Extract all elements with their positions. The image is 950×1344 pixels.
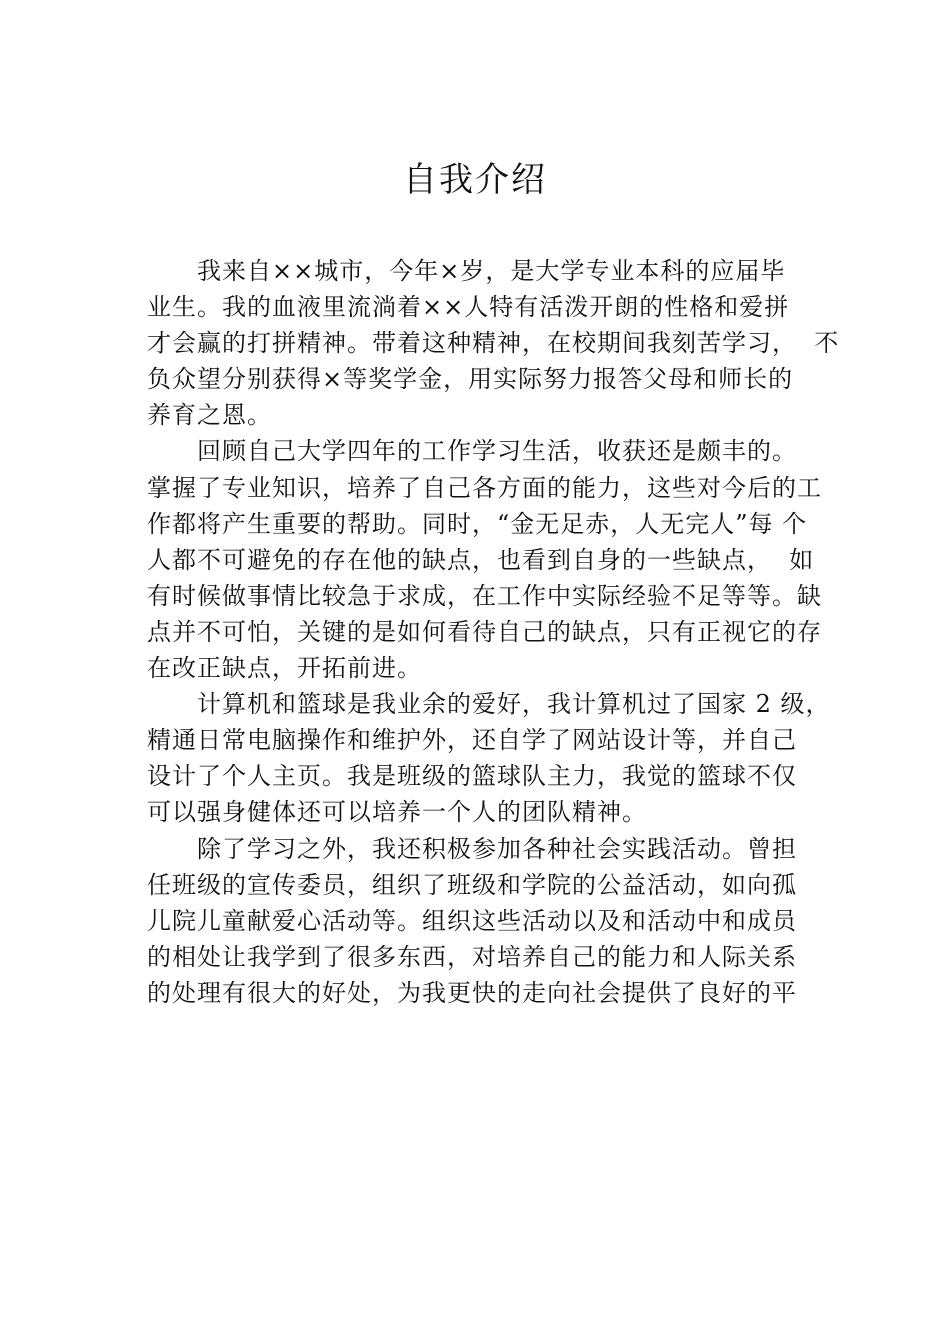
text-line: 设计了个人主页。我是班级的篮球队主力，我觉的篮球不仅 xyxy=(147,762,797,791)
text-line: 负众望分别获得×等奖学金，用实际努力报答父母和师长的 xyxy=(147,365,794,394)
text-line: 的处理有很大的好处，为我更快的走向社会提供了良好的平 xyxy=(147,978,797,1007)
text-line: 在改正缺点，开拓前进。 xyxy=(147,654,422,683)
text-line: 任班级的宣传委员，组织了班级和学院的公益活动，如向孤 xyxy=(147,870,797,899)
text-line: 可以强身健体还可以培养一个人的团队精神。 xyxy=(147,798,647,827)
text-line: 我来自××城市，今年×岁，是大学专业本科的应届毕 xyxy=(197,257,786,285)
document-body xyxy=(147,253,840,1011)
text-line: 业生。我的血液里流淌着××人特有活泼开朗的性格和爱拼 xyxy=(147,293,790,322)
paragraph-3 xyxy=(147,686,837,830)
text-line: 有时候做事情比较急于求成，在工作中实际经验不足等等。缺 xyxy=(147,581,822,610)
text-line: 点并不可怕，关键的是如何看待自己的缺点，只有正视它的存 xyxy=(147,617,822,646)
text-line: 才会赢的打拼精神。带着这种精神，在校期间我刻苦学习， 不 xyxy=(147,329,840,358)
text-line: 作都将产生重要的帮助。同时，“金无足赤，人无完人”每 个 xyxy=(147,509,808,538)
text-line: 养育之恩。 xyxy=(147,401,272,430)
text-line: 掌握了专业知识，培养了自己各方面的能力，这些对今后的工 xyxy=(147,473,822,502)
paragraph-4 xyxy=(147,831,837,1011)
text-line: 的相处让我学到了很多东西，对培养自己的能力和人际关系 xyxy=(147,942,797,971)
text-line: 回顾自己大学四年的工作学习生活，收获还是颇丰的。 xyxy=(197,437,797,466)
text-line: 除了学习之外，我还积极参加各种社会实践活动。曾担 xyxy=(197,834,797,863)
page-title: 自我介绍 xyxy=(403,160,547,200)
paragraph-2 xyxy=(147,433,837,686)
text-line: 精通日常电脑操作和维护外，还自学了网站设计等，并自己 xyxy=(147,726,797,755)
text-line: 儿院儿童献爱心活动等。组织这些活动以及和活动中和成员 xyxy=(147,906,797,935)
text-line: 计算机和篮球是我业余的爱好，我计算机过了国家 2 级， xyxy=(197,690,831,719)
text-line: 人都不可避免的存在他的缺点，也看到自身的一些缺点， 如 xyxy=(147,545,815,574)
paragraph-1 xyxy=(147,253,840,433)
